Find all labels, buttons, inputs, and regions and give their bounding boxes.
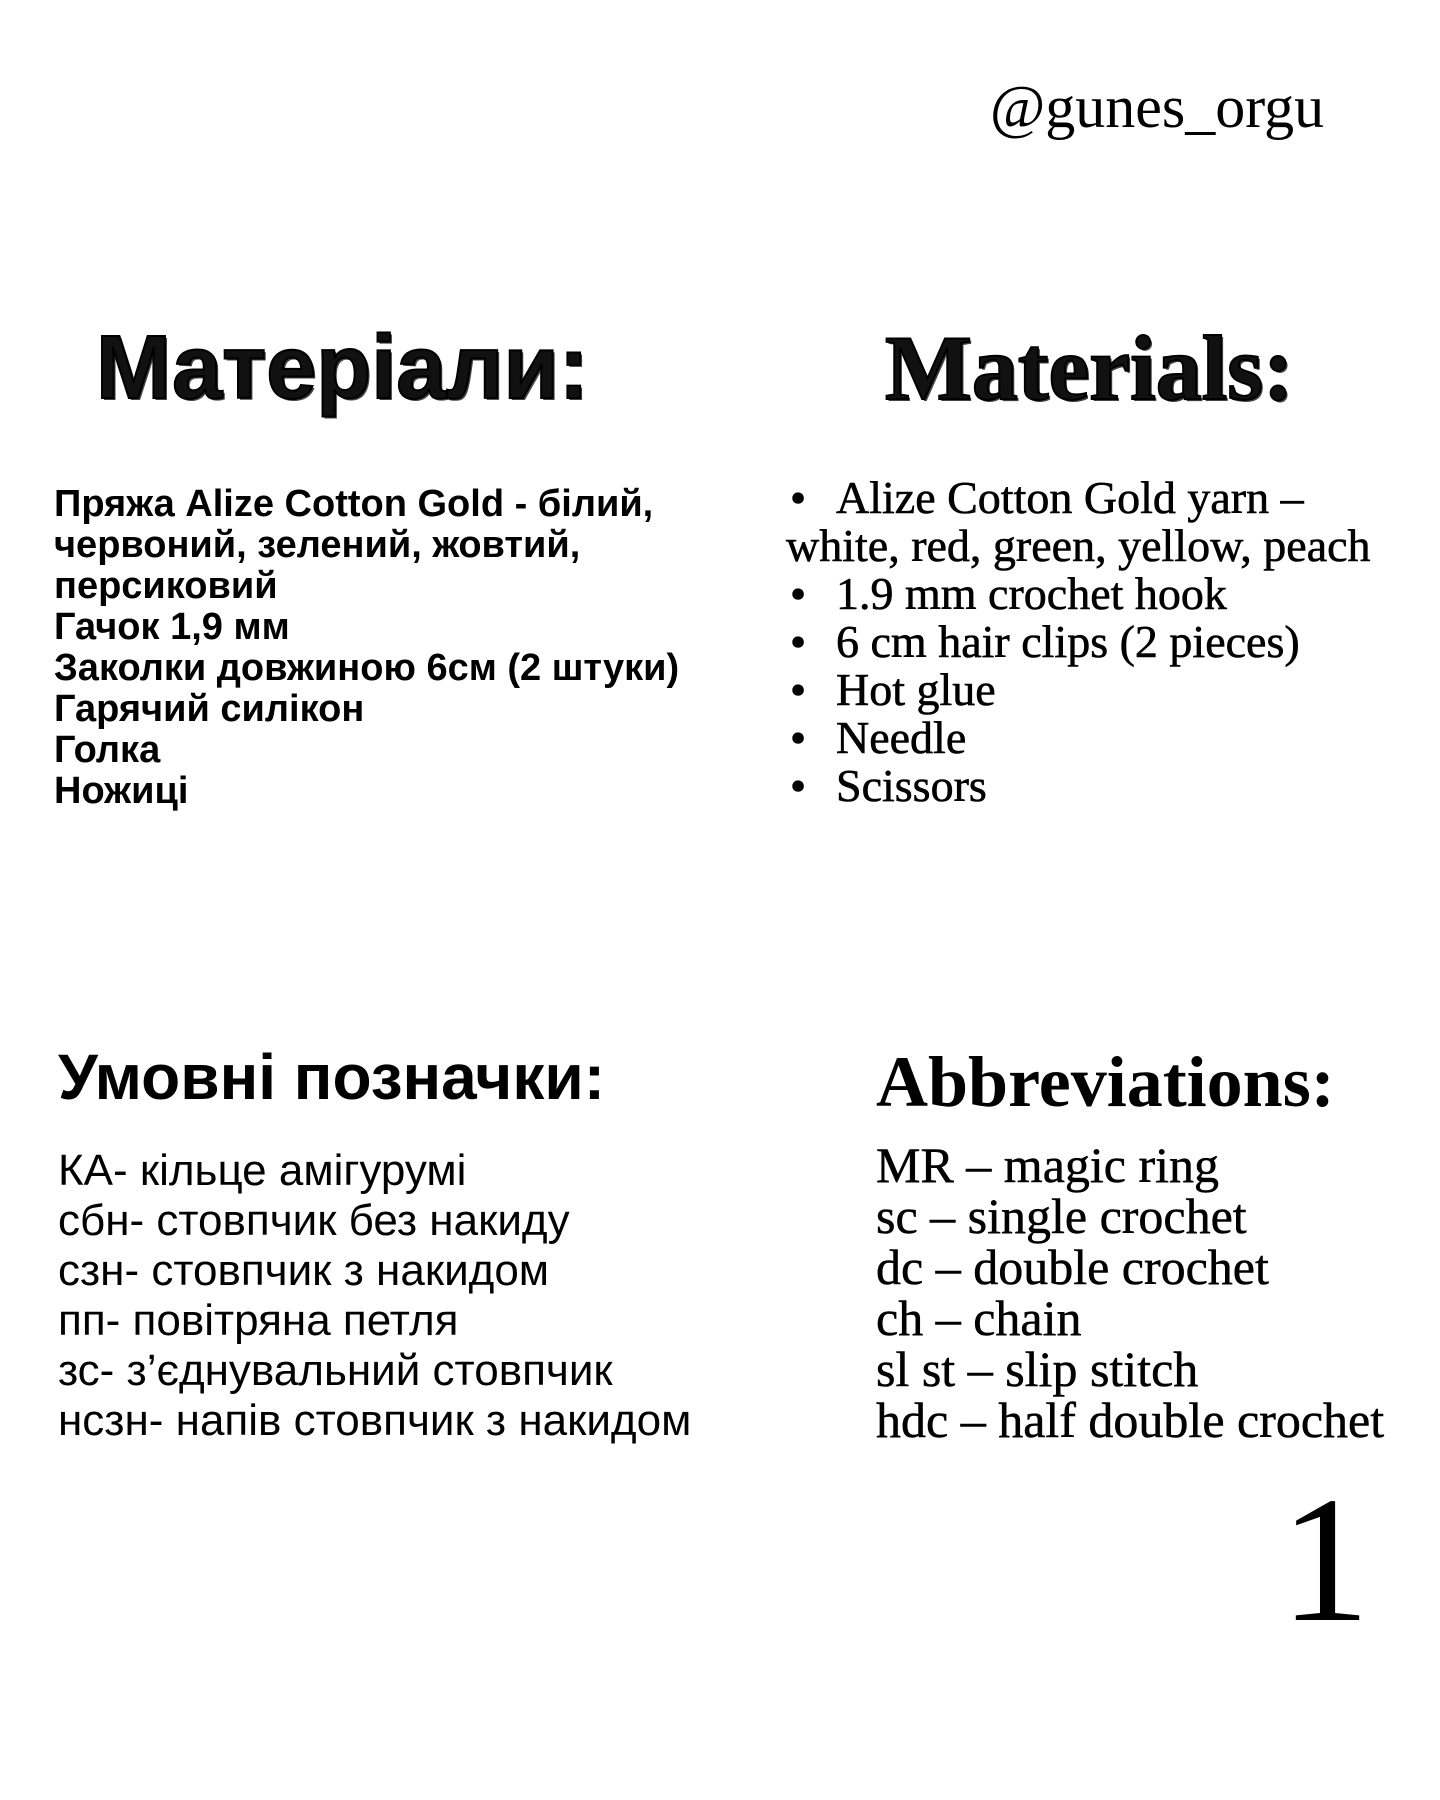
materials-en-item [786,762,1436,810]
page-number: 1 [1280,1460,1370,1659]
abbreviation-en-line: sl st – slip stitch [876,1341,1199,1397]
materials-uk-line: Гарячий силікон [54,688,365,730]
abbreviation-uk-line: КА- кільце амігурумі [58,1146,467,1195]
abbreviations-heading-en: Abbreviations: [876,1042,1335,1122]
materials-en-item-text: Needle [836,712,967,763]
abbreviation-en-line: sc – single crochet [876,1188,1247,1244]
abbreviation-en-line: ch – chain [876,1290,1082,1346]
materials-en-item-continuation: white, red, green, yellow, peach [786,520,1371,571]
abbreviation-en-line: MR – magic ring [876,1137,1220,1193]
materials-en-item-text: Alize Cotton Gold yarn – [836,472,1304,523]
bullet-icon: • [790,664,807,715]
abbreviation-uk-line: сбн- стовпчик без накиду [58,1196,570,1245]
materials-heading-uk: Матеріали: [96,318,589,418]
bullet-icon: • [790,568,807,619]
materials-uk-line: Ножиці [54,770,189,812]
materials-en-item-text: 6 cm hair clips (2 pieces) [836,616,1300,667]
bullet-icon: • [790,472,807,523]
materials-uk-line: Пряжа Alize Cotton Gold - білий, [54,483,654,525]
materials-uk-line: Голка [54,729,161,771]
abbreviation-uk-line: зс- з’єднувальний стовпчик [58,1346,613,1395]
materials-uk-line: червоний, зелений, жовтий, [54,524,581,566]
abbreviation-en-line: hdc – half double crochet [876,1392,1385,1448]
materials-uk-line: персиковий [54,565,278,607]
materials-en-item-text: Scissors [836,760,987,811]
materials-en-item-text: Hot glue [836,664,996,715]
abbreviation-uk-line: пп- повітряна петля [58,1296,459,1345]
materials-en-item [786,714,1436,762]
abbreviation-uk-line: нсзн- напів стовпчик з накидом [58,1396,692,1445]
abbreviation-uk-line: сзн- стовпчик з накидом [58,1246,550,1295]
materials-list-uk [54,484,774,812]
instagram-handle: @gunes_orgu [990,74,1325,140]
materials-en-item-text: 1.9 mm crochet hook [836,568,1227,619]
abbreviations-heading-uk: Умовні позначки: [58,1041,605,1113]
bullet-icon: • [790,760,807,811]
materials-uk-line: Гачок 1,9 мм [54,606,290,648]
bullet-icon: • [790,712,807,763]
materials-en-item [786,474,1436,522]
materials-en-item [786,570,1436,618]
materials-list-en [786,474,1436,810]
materials-uk-line: Заколки довжиною 6см (2 штуки) [54,647,680,689]
abbreviations-list-uk [58,1146,818,1446]
materials-heading-en: Materials: [885,317,1294,419]
bullet-icon: • [790,616,807,667]
abbreviation-en-line: dc – double crochet [876,1239,1269,1295]
abbreviations-list-en [876,1137,1436,1448]
materials-en-item [786,618,1436,666]
materials-en-item [786,666,1436,714]
